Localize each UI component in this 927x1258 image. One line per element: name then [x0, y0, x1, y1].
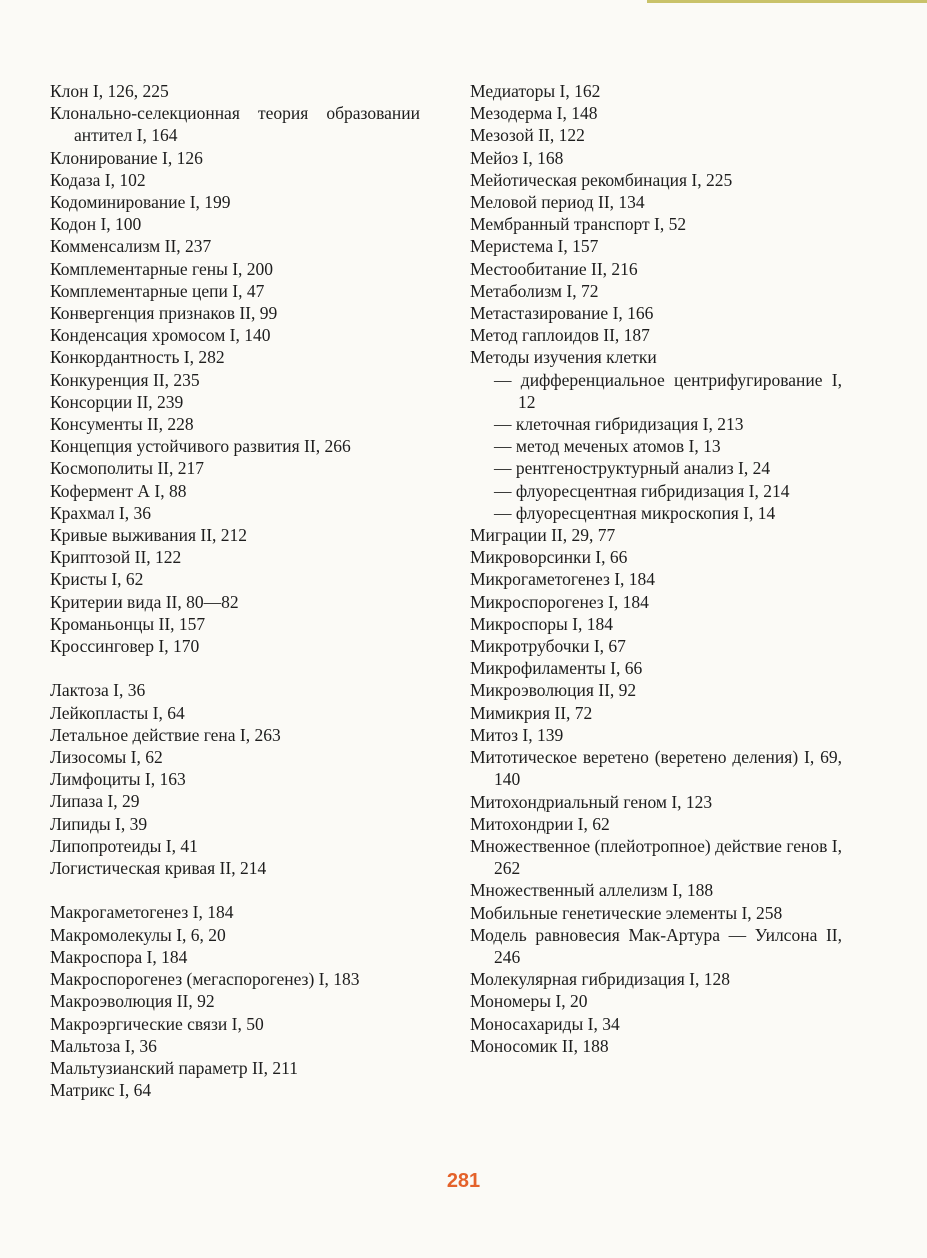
index-entry: Мезодерма I, 148: [470, 103, 598, 124]
index-entry: Космополиты II, 217: [50, 458, 204, 479]
index-subentry-text: — рентгеноструктурный анализ I, 24: [494, 458, 771, 479]
index-subentry-text: — дифференциальное центрифугирование I, 12: [494, 369, 842, 412]
index-entry: Митоз I, 139: [470, 724, 564, 745]
index-entry: Миграции II, 29, 77: [470, 525, 616, 546]
index-entry: Криптозой II, 122: [50, 547, 182, 568]
index-entry: Кодон I, 100: [50, 214, 142, 235]
index-entry: Мальтоза I, 36: [50, 1035, 157, 1056]
section-gap: [50, 657, 420, 679]
index-entry: Метастазирование I, 166: [470, 303, 654, 324]
index-entry: Лизосомы I, 62: [50, 747, 163, 768]
index-entry: Множественное (плейотропное) действие генов I, 262: [470, 835, 842, 879]
index-subentry: [470, 502, 842, 524]
index-entry: Множественный аллелизм I, 188: [470, 880, 714, 901]
page-number: 281: [446, 1170, 481, 1192]
index-entry: Конвергенция признаков II, 99: [50, 303, 278, 324]
index-subentry: [470, 457, 842, 479]
index-subentry-text: — клеточная гибридизация I, 213: [494, 414, 744, 435]
index-entry: Липопротеиды I, 41: [50, 835, 198, 856]
index-entry: Метод гаплоидов II, 187: [470, 325, 650, 346]
index-entry: Микротрубочки I, 67: [470, 636, 626, 657]
index-subentry-text: — флуоресцентная микроскопия I, 14: [494, 502, 776, 523]
index-entry: Мимикрия II, 72: [470, 702, 593, 723]
index-entry: Мезозой II, 122: [470, 125, 585, 146]
index-entry: Микрогаметогенез I, 184: [470, 569, 656, 590]
index-entry: Консорции II, 239: [50, 391, 184, 412]
index-entry: Кроманьонцы II, 157: [50, 613, 206, 634]
index-entry: Молекулярная гибридизация I, 128: [470, 969, 730, 990]
index-entry: Кривые выживания II, 212: [50, 525, 248, 546]
index-entry: Комплементарные цепи I, 47: [50, 280, 265, 301]
index-entry: Макроспорогенез (мегаспорогенез) I, 183: [50, 969, 360, 990]
index-entry: Меловой период II, 134: [470, 192, 645, 213]
index-entry: Мономеры I, 20: [470, 991, 588, 1012]
index-subentry-text: — флуоресцентная гибридизация I, 214: [494, 480, 790, 501]
section-gap: [50, 879, 420, 901]
index-subentry: [470, 480, 842, 502]
index-entry: Лейкопласты I, 64: [50, 702, 185, 723]
index-entry: Крахмал I, 36: [50, 502, 152, 523]
index-subentry-text: — метод меченых атомов I, 13: [494, 436, 721, 457]
index-entry: Мальтузианский параметр II, 211: [50, 1057, 298, 1078]
index-entry: Кроссинговер I, 170: [50, 636, 200, 657]
index-entry: Микроспоры I, 184: [470, 613, 613, 634]
index-entry: Медиаторы I, 162: [470, 81, 601, 101]
index-entry: Лактоза I, 36: [50, 680, 146, 701]
index-entry: Комплементарные гены I, 200: [50, 258, 274, 279]
index-entry: Макроэволюция II, 92: [50, 991, 215, 1012]
index-entry: Митохондрии I, 62: [470, 813, 610, 834]
index-column-left: [50, 80, 420, 1101]
index-subentry: [470, 413, 842, 435]
index-entry: Липаза I, 29: [50, 791, 140, 812]
index-entry: Комменсализм II, 237: [50, 236, 212, 257]
index-entry: Конденсация хромосом I, 140: [50, 325, 271, 346]
index-entry: Кодаза I, 102: [50, 169, 146, 190]
index-entry: Логистическая кривая II, 214: [50, 858, 267, 879]
index-entry: Мейоз I, 168: [470, 147, 564, 168]
index-entry: Клонально-селекционная теория образовании антител I, 164: [50, 103, 420, 146]
index-entry: Макроспора I, 184: [50, 946, 188, 967]
index-entry: Митотическое веретено (веретено деления) I, 69, 140: [470, 747, 842, 790]
page-edge-strip: [647, 0, 927, 3]
index-entry: Кодоминирование I, 199: [50, 192, 231, 213]
index-entry: Макрогаметогенез I, 184: [50, 902, 234, 923]
index-entry: Микроэволюция II, 92: [470, 680, 637, 701]
index-entry: Концепция устойчивого развития II, 266: [50, 436, 351, 457]
index-subentry: [470, 435, 842, 457]
index-entry: Методы изучения клетки: [470, 347, 657, 368]
index-entry: Клон I, 126, 225: [50, 81, 169, 101]
index-entry: Микроспорогенез I, 184: [470, 591, 649, 612]
index-entry: Клонирование I, 126: [50, 147, 203, 168]
index-entry: Конкуренция II, 235: [50, 369, 200, 390]
index-entry: Мембранный транспорт I, 52: [470, 214, 687, 235]
index-entry: Консументы II, 228: [50, 414, 194, 435]
index-entry: Макроэргические связи I, 50: [50, 1013, 264, 1034]
index-entry: Кристы I, 62: [50, 569, 144, 590]
index-entry: Макромолекулы I, 6, 20: [50, 924, 226, 945]
index-entry: Кофермент А I, 88: [50, 480, 187, 501]
index-entry: Конкордантность I, 282: [50, 347, 225, 368]
index-subentry: [470, 369, 842, 413]
index-entry: Мобильные генетические элементы I, 258: [470, 902, 783, 923]
index-entry: Моносомик II, 188: [470, 1035, 609, 1056]
index-entry: Меристема I, 157: [470, 236, 599, 257]
index-entry: Микроворсинки I, 66: [470, 547, 628, 568]
index-entry: Летальное действие гена I, 263: [50, 724, 281, 745]
index-entry: Лимфоциты I, 163: [50, 769, 186, 790]
index-entry: Местообитание II, 216: [470, 258, 638, 279]
index-entry: Микрофиламенты I, 66: [470, 658, 643, 679]
index-entry: Липиды I, 39: [50, 813, 148, 834]
index-column-right: [470, 80, 842, 1057]
index-entry: Митохондриальный геном I, 123: [470, 791, 713, 812]
index-entry: Мейотическая рекомбинация I, 225: [470, 169, 733, 190]
index-entry: Матрикс I, 64: [50, 1080, 152, 1101]
index-entry: Метаболизм I, 72: [470, 280, 599, 301]
index-entry: Модель равновесия Мак-Артура — Уилсона II, 246: [470, 924, 842, 967]
index-entry: Критерии вида II, 80—82: [50, 591, 239, 612]
index-entry: Моносахариды I, 34: [470, 1013, 620, 1034]
